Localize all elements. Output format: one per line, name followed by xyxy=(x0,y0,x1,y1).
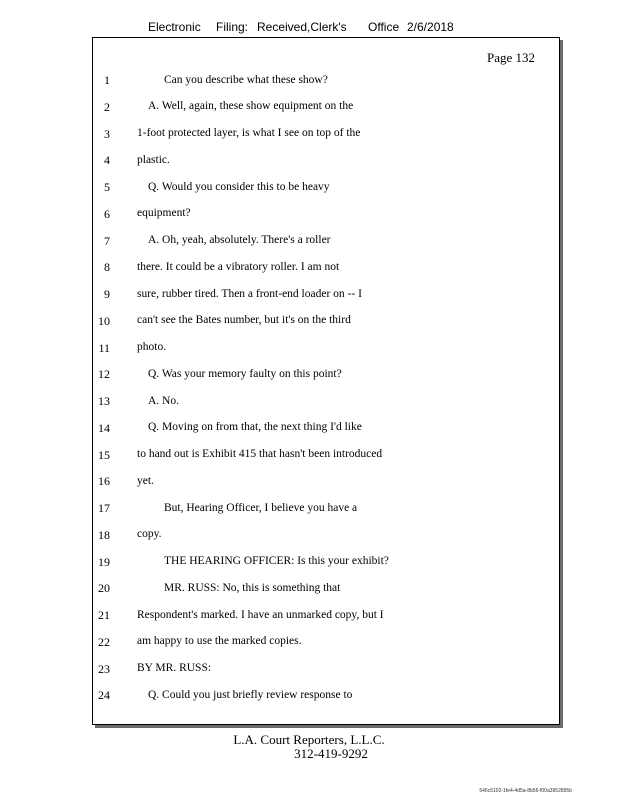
transcript-line: to hand out is Exhibit 415 that hasn't been introduced xyxy=(137,448,383,460)
line-number: 6 xyxy=(104,206,110,221)
line-number: 14 xyxy=(98,420,110,435)
line-number: 3 xyxy=(104,126,110,141)
line-number: 12 xyxy=(98,367,110,382)
transcript-line: A. No. xyxy=(148,394,179,407)
transcript-line: equipment? xyxy=(137,207,191,220)
line-number: 23 xyxy=(98,661,110,676)
page-number: Page 132 xyxy=(486,50,535,65)
transcript-line: Respondent's marked. I have an unmarked copy, but I xyxy=(137,608,384,621)
stamp-word: Office xyxy=(368,20,400,34)
line-number: 20 xyxy=(98,581,110,596)
line-number: 18 xyxy=(98,527,110,542)
transcript-line: can't see the Bates number, but it's on the third xyxy=(137,314,351,327)
stamp-word: Filing: xyxy=(216,20,249,34)
transcript-line: Q. Moving on from that, the next thing I'd like xyxy=(148,421,362,434)
transcript-line: But, Hearing Officer, I believe you have a xyxy=(164,501,358,514)
transcript-line: am happy to use the marked copies. xyxy=(137,635,302,648)
line-number: 9 xyxy=(104,287,110,301)
transcript-line: Q. Could you just briefly review response to xyxy=(148,688,353,701)
transcript-line: MR. RUSS: No, this is something that xyxy=(164,581,341,594)
line-number: 7 xyxy=(104,233,110,248)
transcript-page-frame xyxy=(92,37,560,725)
line-number: 19 xyxy=(98,554,110,569)
transcript-line: BY MR. RUSS: xyxy=(137,662,212,674)
transcript-line: photo. xyxy=(137,341,167,353)
stamp-word: Electronic xyxy=(148,20,201,34)
transcript-line: Q. Was your memory faulty on this point? xyxy=(148,367,342,380)
line-number: 11 xyxy=(98,340,110,355)
line-number: 5 xyxy=(104,180,110,194)
line-number: 13 xyxy=(98,394,110,408)
transcript-line: yet. xyxy=(137,474,154,487)
line-number: 1 xyxy=(104,73,110,87)
transcript-line: plastic. xyxy=(137,153,170,166)
line-number: 8 xyxy=(104,260,110,275)
transcript-line: A. Well, again, these show equipment on the xyxy=(148,100,354,113)
document-id: 546c5102-1fe4-4d5a-8b56-f00a3952895b xyxy=(479,788,572,794)
transcript-line: THE HEARING OFFICER: Is this your exhibit? xyxy=(164,555,389,567)
transcript-line: Q. Would you consider this to be heavy xyxy=(148,180,330,193)
transcript-line: copy. xyxy=(137,528,162,541)
reporter-footer xyxy=(0,733,618,761)
transcript-line: sure, rubber tired. Then a front-end loader on -- I xyxy=(137,287,362,300)
transcript-line: 1-foot protected layer, is what I see on top of the xyxy=(137,127,361,139)
reporter-phone: 312-419-9292 xyxy=(294,746,368,761)
reporter-company: L.A. Court Reporters, L.L.C. xyxy=(233,732,385,747)
line-number: 16 xyxy=(98,474,110,489)
line-number: 4 xyxy=(104,153,110,168)
line-number: 10 xyxy=(98,313,110,328)
line-number: 21 xyxy=(98,608,110,622)
line-number: 17 xyxy=(98,501,110,515)
transcript-line: Can you describe what these show? xyxy=(164,73,328,86)
stamp-word: 2/6/2018 xyxy=(407,20,454,34)
transcript-line: there. It could be a vibratory roller. I am not xyxy=(137,260,340,273)
line-number: 2 xyxy=(104,99,110,114)
stamp-word: Received,Clerk's xyxy=(257,20,347,34)
line-number: 22 xyxy=(98,634,110,649)
transcript-line: A. Oh, yeah, absolutely. There's a roller xyxy=(148,234,331,246)
line-number: 15 xyxy=(98,447,110,462)
line-number: 24 xyxy=(98,688,110,703)
